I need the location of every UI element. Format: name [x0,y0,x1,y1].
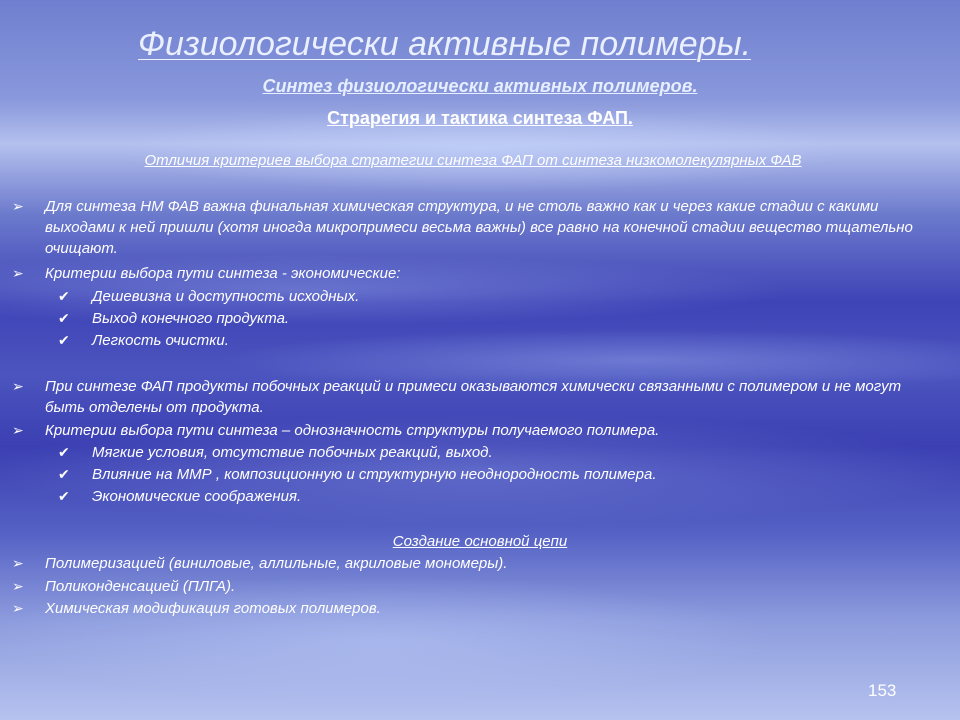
arrow-bullet-icon: ➢ [12,422,24,438]
arrow-bullet-icon: ➢ [12,198,24,214]
bullet-text: Критерии выбора пути синтеза - экономические: [45,265,401,282]
strategy-heading: Страрегия и тактика синтеза ФАП. [327,108,633,128]
bullet-item [12,553,932,574]
bullet-item [12,376,932,418]
check-text: Легкость очистки. [92,332,229,349]
bullet-item [12,263,932,284]
slide-title: Физиологически активные полимеры. [138,25,752,63]
check-text: Выход конечного продукта. [92,310,290,327]
bullet-item [12,420,932,441]
checkmark-icon: ✔ [58,466,70,482]
arrow-bullet-icon: ➢ [12,600,24,616]
check-item [58,486,918,507]
check-item [58,330,918,351]
check-item [58,442,918,463]
checkmark-icon: ✔ [58,444,70,460]
slide-subtitle: Синтез физиологически активных полимеров. [262,76,698,96]
bullet-item [12,576,932,597]
check-text: Мягкие условия, отсутствие побочных реакций, выход. [92,444,493,461]
bullet-text: Критерии выбора пути синтеза – однозначность структуры получаемого полимера. [45,422,660,439]
page-number: 153 [868,681,897,700]
checkmark-icon: ✔ [58,310,70,326]
checkmark-icon: ✔ [58,488,70,504]
check-item [58,286,918,307]
check-item [58,464,918,485]
bullet-text: Химическая модификация готовых полимеров. [45,600,381,617]
section-heading-main-chain: Создание основной цепи [392,533,568,550]
checkmark-icon: ✔ [58,332,70,348]
bullet-text: При синтезе ФАП продукты побочных реакций и примеси оказываются химически связанными с полимером и не могут быть отделены от продукта. [45,378,902,416]
check-item [58,308,918,329]
bullet-item [12,196,932,259]
bullet-item [12,598,932,619]
arrow-bullet-icon: ➢ [12,265,24,281]
checkmark-icon: ✔ [58,288,70,304]
arrow-bullet-icon: ➢ [12,555,24,571]
bullet-text: Полимеризацией (виниловые, аллильные, акриловые мономеры). [45,555,508,572]
section-heading-differences: Отличия критериев выбора стратегии синтеза ФАП от синтеза низкомолекулярных ФАВ [144,152,802,169]
arrow-bullet-icon: ➢ [12,578,24,594]
check-text: Экономические соображения. [92,488,302,505]
check-text: Влияние на ММР , композиционную и структурную неоднородность полимера. [92,466,657,483]
arrow-bullet-icon: ➢ [12,378,24,394]
bullet-text: Для синтеза НМ ФАВ важна финальная химическая структура, и не столь важно как и через какие стадии с какими выходами к ней пришли (хотя иногда микропримеси весьма важны) все равно на конечной стадии вещество тщательно очищают. [45,198,913,257]
check-text: Дешевизна и доступность исходных. [92,288,360,305]
bullet-text: Поликонденсацией (ПЛГА). [45,578,236,595]
